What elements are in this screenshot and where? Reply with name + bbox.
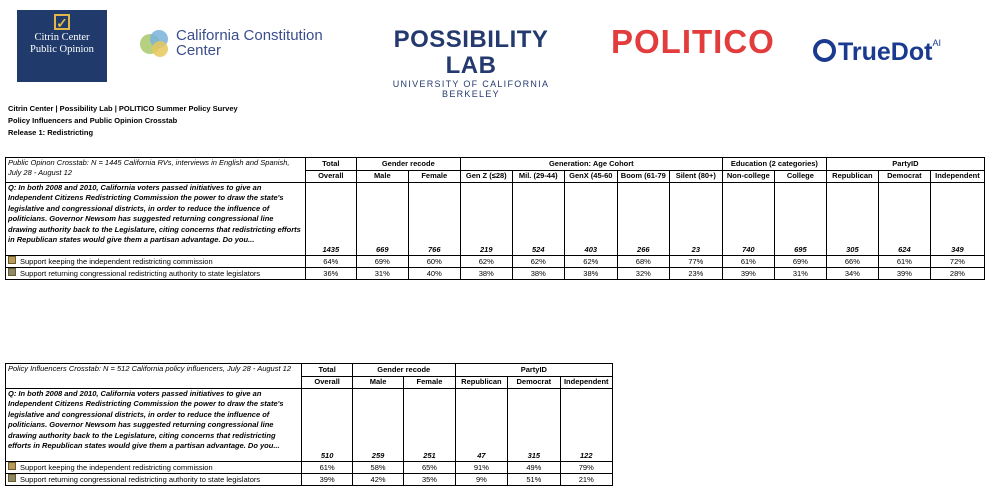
percent-cell: 23% — [669, 268, 722, 280]
percent-cell: 69% — [356, 256, 408, 268]
column-header: College — [774, 170, 826, 183]
percent-cell: 36% — [305, 268, 356, 280]
row-marker-icon — [8, 256, 16, 264]
row-marker-icon — [8, 462, 16, 470]
crosstab-title: Public Opinon Crosstab: N = 1445 California RVs, interviews in English and Spanish, July 28 - August 12 — [6, 158, 306, 183]
percent-cell: 34% — [826, 268, 878, 280]
sample-size: 695 — [774, 183, 826, 256]
percent-cell: 64% — [305, 256, 356, 268]
sample-size: 524 — [512, 183, 564, 256]
group-header-gender: Gender recode — [356, 158, 460, 171]
percent-cell: 77% — [669, 256, 722, 268]
sample-size: 349 — [930, 183, 984, 256]
column-header: Male — [352, 376, 403, 389]
report-heading — [8, 103, 238, 139]
row-label-text: Support keeping the independent redistricting commission — [20, 257, 213, 266]
sample-size: 259 — [352, 389, 403, 462]
column-header: Male — [356, 170, 408, 183]
column-header: Non-college — [722, 170, 774, 183]
policy-influencers-crosstab — [5, 363, 613, 486]
truedot-name: TrueDot — [838, 38, 933, 66]
percent-cell: 62% — [564, 256, 617, 268]
sample-size: 1435 — [305, 183, 356, 256]
sample-size: 403 — [564, 183, 617, 256]
politico-logo: POLITICO — [611, 23, 775, 60]
column-header: Overall — [305, 170, 356, 183]
row-marker-icon — [8, 268, 16, 276]
column-header: Democrat — [878, 170, 930, 183]
percent-cell: 61% — [878, 256, 930, 268]
column-header: Silent (80+) — [669, 170, 722, 183]
sample-size: 47 — [455, 389, 507, 462]
percent-cell: 35% — [404, 474, 455, 486]
crosstab-title: Policy Influencers Crosstab: N = 512 California policy influencers, July 28 - August 12 — [6, 364, 302, 389]
percent-cell: 39% — [302, 474, 352, 486]
row-label-return — [6, 474, 302, 486]
row-label-keep — [6, 462, 302, 474]
possibility-lab-name: POSSIBILITY LAB — [393, 26, 549, 79]
column-header: Republican — [455, 376, 507, 389]
public-opinion-crosstab — [5, 157, 985, 280]
percent-cell: 21% — [560, 474, 612, 486]
percent-cell: 58% — [352, 462, 403, 474]
group-header-gender: Gender recode — [352, 364, 455, 377]
column-header: GenX (45-60 — [564, 170, 617, 183]
question-text: Q: In both 2008 and 2010, California voters passed initiatives to give an Independent Citizens Redistricting Commission the power to draw the state's legislative and congressional districts, in order to reduce the influence of politicians. Governor Newsom has suggested returning congressional line drawing authority back to the Legislature, citing concerns that redistricting efforts in Republican states would give them a partisan advantage. Do you... — [6, 183, 306, 256]
sample-size: 251 — [404, 389, 455, 462]
percent-cell: 40% — [408, 268, 460, 280]
row-label-text: Support returning congressional redistricting authority to state legislators — [20, 475, 261, 484]
sample-size: 315 — [508, 389, 560, 462]
column-header: Mil. (29-44) — [512, 170, 564, 183]
sample-size: 219 — [460, 183, 512, 256]
sample-size: 23 — [669, 183, 722, 256]
ring-icon — [813, 39, 836, 62]
percent-cell: 28% — [930, 268, 984, 280]
sample-size: 766 — [408, 183, 460, 256]
group-header-total: Total — [302, 364, 352, 377]
sample-size: 740 — [722, 183, 774, 256]
truedot-sup: AI — [932, 38, 941, 48]
table-row — [6, 268, 985, 280]
sample-size: 669 — [356, 183, 408, 256]
truedot-logo — [813, 29, 941, 66]
percent-cell: 65% — [404, 462, 455, 474]
column-header: Independent — [560, 376, 612, 389]
percent-cell: 62% — [512, 256, 564, 268]
table-row — [6, 462, 613, 474]
percent-cell: 69% — [774, 256, 826, 268]
group-header-party: PartyID — [455, 364, 612, 377]
percent-cell: 66% — [826, 256, 878, 268]
sample-size: 266 — [617, 183, 669, 256]
row-label-text: Support returning congressional redistricting authority to state legislators — [20, 269, 261, 278]
percent-cell: 51% — [508, 474, 560, 486]
percent-cell: 38% — [460, 268, 512, 280]
percent-cell: 31% — [356, 268, 408, 280]
column-header: Democrat — [508, 376, 560, 389]
percent-cell: 49% — [508, 462, 560, 474]
sample-size: 624 — [878, 183, 930, 256]
table-row — [6, 474, 613, 486]
row-label-return — [6, 268, 306, 280]
percent-cell: 9% — [455, 474, 507, 486]
heading-line2: Policy Influencers and Public Opinion Crosstab — [8, 116, 178, 125]
citrin-center-logo — [17, 10, 107, 82]
group-header-generation: Generation: Age Cohort — [460, 158, 722, 171]
checkmark-icon: ✓ — [54, 14, 70, 30]
percent-cell: 42% — [352, 474, 403, 486]
column-header: Female — [408, 170, 460, 183]
percent-cell: 91% — [455, 462, 507, 474]
column-header: Independent — [930, 170, 984, 183]
percent-cell: 32% — [617, 268, 669, 280]
column-header: Gen Z (≤28) — [460, 170, 512, 183]
row-label-keep — [6, 256, 306, 268]
citrin-logo-line1: Citrin Center — [34, 32, 90, 43]
heading-line1: Citrin Center | Possibility Lab | POLITICO Summer Policy Survey — [8, 104, 238, 113]
column-header: Republican — [826, 170, 878, 183]
group-header-education: Education (2 categories) — [722, 158, 826, 171]
sample-size: 305 — [826, 183, 878, 256]
heading-line3: Release 1: Redistricting — [8, 128, 94, 137]
column-header: Female — [404, 376, 455, 389]
possibility-lab-subtitle: UNIVERSITY OF CALIFORNIA BERKELEY — [392, 79, 550, 99]
percent-cell: 61% — [302, 462, 352, 474]
group-header-party: PartyID — [826, 158, 984, 171]
row-label-text: Support keeping the independent redistricting commission — [20, 463, 213, 472]
sample-size: 122 — [560, 389, 612, 462]
citrin-logo-line2: Public Opinion — [30, 44, 94, 55]
ccc-logo-line1: California Constitution — [176, 27, 323, 44]
percent-cell: 39% — [722, 268, 774, 280]
percent-cell: 38% — [512, 268, 564, 280]
circles-icon — [138, 28, 174, 58]
percent-cell: 61% — [722, 256, 774, 268]
percent-cell: 60% — [408, 256, 460, 268]
percent-cell: 72% — [930, 256, 984, 268]
column-header: Boom (61-79 — [617, 170, 669, 183]
column-header: Overall — [302, 376, 352, 389]
table-row — [6, 256, 985, 268]
possibility-lab-logo — [366, 27, 576, 99]
percent-cell: 79% — [560, 462, 612, 474]
percent-cell: 31% — [774, 268, 826, 280]
percent-cell: 39% — [878, 268, 930, 280]
percent-cell: 62% — [460, 256, 512, 268]
ccc-logo-line2: Center — [176, 42, 222, 59]
row-marker-icon — [8, 474, 16, 482]
percent-cell: 68% — [617, 256, 669, 268]
question-text: Q: In both 2008 and 2010, California voters passed initiatives to give an Independent Citizens Redistricting Commission the power to draw the state's legislative and congressional districts, in order to reduce the influence of politicians. Governor Newsom has suggested returning congressional line drawing authority back to the Legislature, citing concerns that redistricting efforts in Republican states would give them a partisan advantage. Do you... — [6, 389, 302, 462]
group-header-total: Total — [305, 158, 356, 171]
sample-size: 510 — [302, 389, 352, 462]
percent-cell: 38% — [564, 268, 617, 280]
